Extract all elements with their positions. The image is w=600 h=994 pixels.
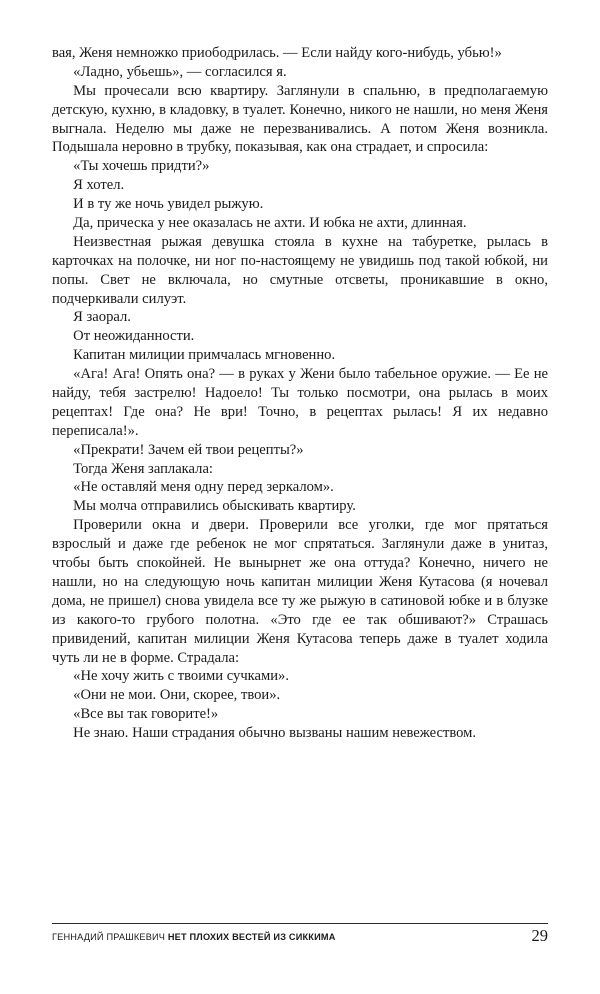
paragraph: «Не оставляй меня одну перед зеркалом». (73, 479, 334, 496)
paragraph: И в ту же ночь увидел рыжую. (73, 196, 264, 213)
paragraph: «Ага! Ага! Опять она? — в руках у Жени было табельное оружие. — Ее не найду, тебя застрелю! Надоело! Ты только посмотри, она рылась в моих рецептах! Где она? Не ври! Точно, в рецептах рылась! Я их недавно переписала!». (52, 366, 548, 439)
paragraph: Да, прическа у нее оказалась не ахти. И юбка не ахти, длинная. (73, 215, 467, 232)
paragraph: вая, Женя немножко приободрилась. — Если найду кого-нибудь, убью!» (52, 45, 502, 61)
paragraph: «Не хочу жить с твоими сучками». (73, 668, 289, 685)
paragraph: Я заорал. (73, 309, 131, 326)
paragraph: Мы прочесали всю квартиру. Заглянули в спальню, в предполагаемую детскую, кухню, в кладовку, в туалет. Конечно, никого не нашли, но меня Женя выгнала. Неделю мы даже не перезванивались. А потом Женя возникла. Подышала неровно в трубку, показывая, как она страдает, и спросила: (52, 82, 548, 156)
page-body (52, 44, 548, 743)
page-footer (52, 926, 548, 952)
paragraph: От неожиданности. (73, 328, 195, 345)
footer-author: ГЕННАДИЙ ПРАШКЕВИЧ (52, 932, 166, 942)
paragraph: «Они не мои. Они, скорее, твои». (73, 687, 281, 704)
page-number: 29 (531, 926, 548, 945)
paragraph: «Ладно, убьешь», — согласился я. (73, 63, 287, 80)
paragraph: Тогда Женя заплакала: (73, 460, 213, 477)
paragraph: Не знаю. Наши страдания обычно вызваны нашим невежеством. (73, 725, 477, 742)
footer-title: НЕТ ПЛОХИХ ВЕСТЕЙ ИЗ СИККИМА (167, 932, 336, 942)
paragraph: Я хотел. (73, 177, 125, 194)
running-head (52, 932, 336, 942)
paragraph: Проверили окна и двери. Проверили все уголки, где мог прятаться взрослый и даже где ребенок не мог спрятаться. Заглянули даже в унитаз, чтобы быть спокойней. Не вынырнет же она оттуда? Конечно, ничего не нашли, но на следующую ночь капитан милиции Женя Кутасова (я ночевал дома, не пришел) снова увидела все ту же рыжую в сатиновой юбке и в блузке из какого-то грубого полотна. «Это где ее так обшивают?» Страшась привидений, капитан милиции Женя Кутасова теперь даже в туалет ходила чуть ли не в форме. Страдала: (52, 517, 548, 666)
paragraph: Мы молча отправились обыскивать квартиру. (73, 498, 356, 515)
paragraph: «Ты хочешь придти?» (73, 158, 210, 175)
paragraph: Капитан милиции примчалась мгновенно. (73, 347, 336, 364)
paragraph: Неизвестная рыжая девушка стояла в кухне на табуретке, рылась в карточках на полочке, ни ног по-настоящему не увидишь под такой юбкой, ни попы. Свет не включала, но смутные отсветы, проникавшие в окно, подчеркивали силуэт. (52, 233, 548, 307)
footer-divider (52, 923, 548, 924)
paragraph: «Все вы так говорите!» (73, 706, 219, 723)
paragraph: «Прекрати! Зачем ей твои рецепты?» (73, 441, 304, 458)
